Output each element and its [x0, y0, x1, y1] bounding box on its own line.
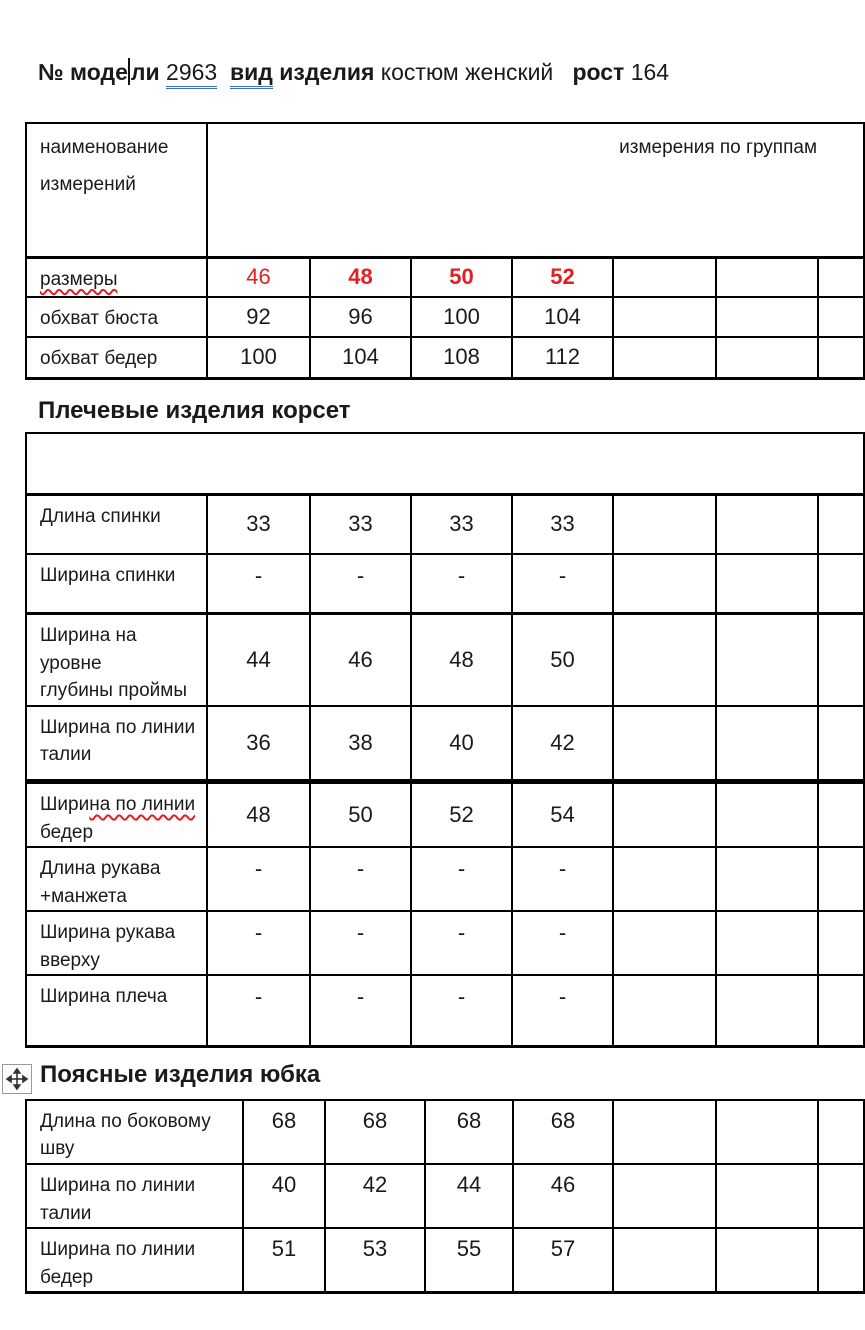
row-label [26, 257, 207, 297]
empty-cell [613, 706, 716, 782]
header-line: наименование [40, 137, 169, 158]
empty-cell [818, 1164, 864, 1228]
label-text: Ширина по линии [40, 1239, 196, 1261]
empty-cell [818, 1228, 864, 1293]
text-cursor-caret [128, 58, 130, 85]
table-row [26, 1164, 864, 1228]
cell-value: 46 [513, 1164, 613, 1228]
empty-cell [716, 614, 818, 706]
table-row [26, 911, 864, 975]
cell-value: 68 [243, 1100, 325, 1164]
empty-cell [818, 1100, 864, 1164]
label-text: Ширина плеча [40, 986, 168, 1008]
cell-value: 51 [243, 1228, 325, 1293]
cell-value: 46 [310, 614, 411, 706]
cell-value: 52 [512, 257, 613, 297]
misspelled-text: на по линии [89, 794, 196, 816]
label-text: Ширина рукава [40, 922, 176, 944]
table-row [26, 847, 864, 911]
empty-cell [613, 847, 716, 911]
empty-cell [818, 847, 864, 911]
table-row [26, 1100, 864, 1164]
label-text: глубины проймы [40, 680, 187, 702]
row-label [26, 1100, 243, 1164]
empty-cell [613, 614, 716, 706]
empty-cell [613, 495, 716, 554]
cell-value: 104 [310, 337, 411, 378]
empty-cell [818, 495, 864, 554]
cell-value: 46 [207, 257, 310, 297]
cell-value: 50 [512, 614, 613, 706]
table-row [26, 337, 864, 378]
doc-title-text: костюм женский [380, 59, 554, 85]
label-text: Ширина спинки [40, 564, 176, 586]
cell-value: 40 [243, 1164, 325, 1228]
empty-band-cell [26, 433, 864, 495]
cell-value: - [512, 975, 613, 1046]
empty-cell [716, 782, 818, 848]
table-row [26, 554, 864, 614]
cell-value: 96 [310, 297, 411, 337]
table-row [26, 495, 864, 554]
doc-title-text: вид [230, 59, 273, 89]
four-way-arrow-icon [7, 1069, 27, 1089]
section-waist-heading-row [2, 1060, 848, 1094]
cell-value: 38 [310, 706, 411, 782]
empty-cell [716, 495, 818, 554]
section-waist-heading: Поясные изделия юбка [40, 1060, 321, 1088]
label-text: шву [40, 1138, 75, 1160]
cell-value: - [310, 554, 411, 614]
empty-cell [716, 847, 818, 911]
label-text: обхват бюста [40, 308, 159, 329]
empty-cell [716, 554, 818, 614]
section-shoulder-heading: Плечевые изделия корсет [38, 396, 351, 424]
cell-value: - [310, 847, 411, 911]
empty-cell [613, 337, 716, 378]
document-page [0, 58, 848, 1330]
cell-value: - [512, 911, 613, 975]
cell-value: 44 [207, 614, 310, 706]
empty-cell [818, 975, 864, 1046]
doc-title-text: 164 [630, 59, 670, 85]
row-label [26, 495, 207, 554]
doc-title-text: изделия [272, 59, 381, 85]
cell-value: 104 [512, 297, 613, 337]
cell-value: - [207, 975, 310, 1046]
cell-value: 40 [411, 706, 512, 782]
empty-cell [613, 911, 716, 975]
cell-value: 55 [425, 1228, 513, 1293]
waist-garment-table [25, 1099, 865, 1294]
cell-value: 48 [310, 257, 411, 297]
doc-title-text [553, 59, 572, 85]
cell-value: 53 [325, 1228, 425, 1293]
table-move-handle-icon[interactable] [2, 1064, 32, 1094]
label-text: Ширина по линии [40, 716, 196, 738]
empty-cell [716, 1100, 818, 1164]
shoulder-garment-table [25, 432, 865, 1048]
cell-value: 33 [512, 495, 613, 554]
measurements-name-header [26, 123, 207, 257]
doc-title [38, 58, 848, 86]
label-text: +манжета [40, 885, 127, 907]
label-text: вверху [40, 949, 100, 971]
cell-value: 100 [207, 337, 310, 378]
row-label [26, 554, 207, 614]
cell-value: 68 [325, 1100, 425, 1164]
cell-value: 50 [310, 782, 411, 848]
doc-title-text: рост [572, 59, 631, 85]
label-text: бедер [40, 1266, 94, 1288]
cell-value: 68 [425, 1100, 513, 1164]
cell-value: 112 [512, 337, 613, 378]
empty-cell [818, 782, 864, 848]
row-label [26, 614, 207, 706]
row-label [26, 1164, 243, 1228]
cell-value: 44 [425, 1164, 513, 1228]
table-row [26, 1228, 864, 1293]
doc-title-text: 2963 [166, 59, 217, 89]
empty-cell [613, 297, 716, 337]
empty-cell [613, 1164, 716, 1228]
cell-value: 57 [513, 1228, 613, 1293]
cell-value: - [512, 554, 613, 614]
empty-cell [818, 614, 864, 706]
cell-value: - [411, 911, 512, 975]
row-label [26, 975, 207, 1046]
empty-cell [613, 1100, 716, 1164]
table-row [26, 257, 864, 297]
empty-cell [613, 782, 716, 848]
empty-cell [716, 1164, 818, 1228]
label-text: Длина рукава [40, 858, 161, 880]
cell-value: - [207, 847, 310, 911]
label-text: Ширина на уровне [40, 625, 137, 674]
cell-value: 33 [207, 495, 310, 554]
cell-value: 52 [411, 782, 512, 848]
cell-value: - [411, 847, 512, 911]
cell-value: - [310, 911, 411, 975]
empty-cell [818, 706, 864, 782]
row-label [26, 911, 207, 975]
empty-cell [716, 1228, 818, 1293]
label-text: талии [40, 744, 92, 766]
empty-cell [613, 257, 716, 297]
doc-title-text: № моде [38, 59, 128, 85]
row-label [26, 706, 207, 782]
table-header-row [26, 123, 864, 257]
row-label [26, 847, 207, 911]
empty-cell [818, 337, 864, 378]
cell-value: - [512, 847, 613, 911]
cell-value: 42 [512, 706, 613, 782]
table-row [26, 975, 864, 1046]
measurements-by-groups-header: измерения по группам [207, 123, 864, 257]
cell-value: 92 [207, 297, 310, 337]
cell-value: 50 [411, 257, 512, 297]
table-row [26, 782, 864, 848]
empty-cell [716, 337, 818, 378]
cell-value: - [207, 554, 310, 614]
cell-value: - [310, 975, 411, 1046]
row-label [26, 1228, 243, 1293]
empty-cell [716, 706, 818, 782]
empty-cell [613, 975, 716, 1046]
cell-value: - [411, 554, 512, 614]
table-row [26, 706, 864, 782]
empty-cell [613, 554, 716, 614]
label-text: бедер [40, 821, 94, 843]
empty-cell [818, 554, 864, 614]
cell-value: 36 [207, 706, 310, 782]
cell-value: 100 [411, 297, 512, 337]
cell-value: 54 [512, 782, 613, 848]
doc-title-text [217, 59, 230, 85]
cell-value: - [207, 911, 310, 975]
row-label [26, 337, 207, 378]
cell-value: 33 [310, 495, 411, 554]
empty-cell [716, 975, 818, 1046]
doc-title-text: ли [130, 59, 167, 85]
empty-cell [716, 911, 818, 975]
cell-value: 68 [513, 1100, 613, 1164]
empty-cell [818, 257, 864, 297]
label-text: Длина спинки [40, 506, 161, 527]
empty-cell [716, 297, 818, 337]
table-row [26, 614, 864, 706]
cell-value: 108 [411, 337, 512, 378]
label-text: талии [40, 1202, 92, 1224]
label-text: обхват бедер [40, 348, 158, 369]
cell-value: 33 [411, 495, 512, 554]
empty-cell [716, 257, 818, 297]
row-label [26, 297, 207, 337]
label-text: Ширина по линии [40, 1175, 196, 1197]
table-row [26, 297, 864, 337]
row-label [26, 782, 207, 848]
size-group-table [25, 122, 865, 380]
cell-value: 48 [411, 614, 512, 706]
cell-value: 48 [207, 782, 310, 848]
empty-cell [818, 911, 864, 975]
cell-value: - [411, 975, 512, 1046]
misspelled-text: размеры [40, 268, 118, 290]
empty-cell [613, 1228, 716, 1293]
cell-value: 42 [325, 1164, 425, 1228]
empty-cell [818, 297, 864, 337]
header-line: измерений [40, 174, 136, 195]
empty-header-band [26, 433, 864, 495]
label-text: Длина по боковому [40, 1110, 211, 1132]
label-text: Шири [40, 794, 90, 816]
